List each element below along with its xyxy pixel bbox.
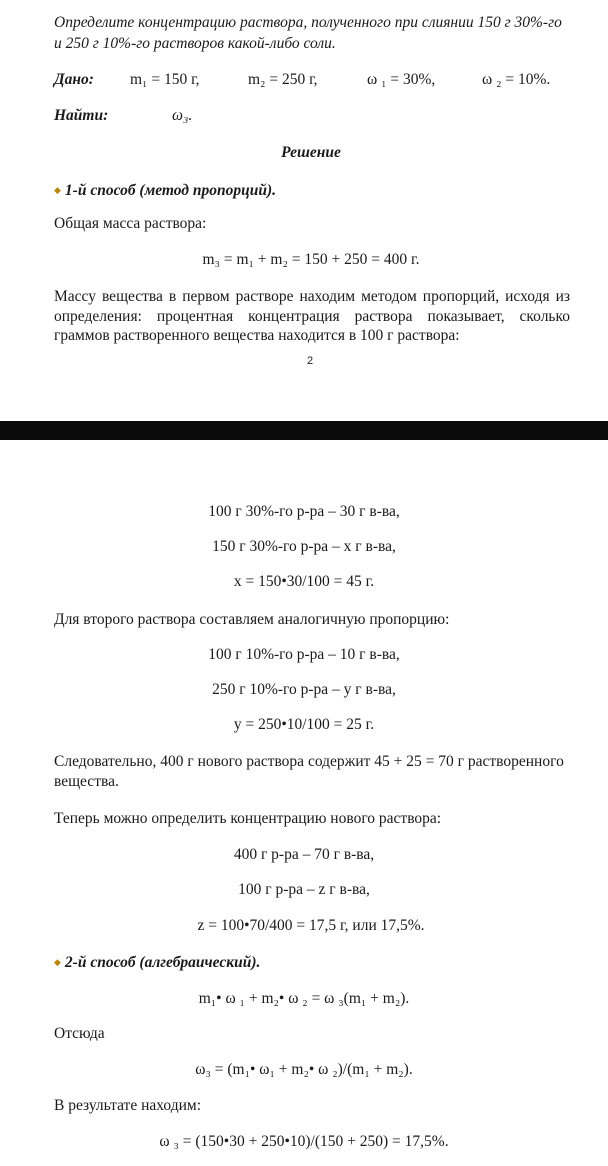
method-1-heading-text: 1-й способ (метод пропорций). [64, 182, 276, 199]
proportion-2-line-1: 100 г 10%-го р-ра – 10 г в-ва, [208, 646, 400, 663]
find-label: Найти: [54, 107, 109, 124]
now-text: Теперь можно определить концентрацию нового раствора: [54, 810, 442, 827]
proportion-1-result: x = 150•30/100 = 45 г. [233, 573, 375, 590]
result-label: В результате находим: [54, 1097, 202, 1114]
total-mass-label: Общая масса раствора: [54, 215, 207, 232]
method-paragraph-line-3: граммов растворенного вещества находится в 100 г раствора: [54, 327, 460, 344]
problem-statement-line-1: Определите концентрацию раствора, полученного при слиянии 150 г 30%-го [54, 14, 562, 31]
diamond-bullet-icon: ◆ [54, 185, 61, 195]
proportion-2-line-2: 250 г 10%-го р-ра – y г в-ва, [212, 681, 396, 698]
proportion-3-result: z = 100•70/400 = 17,5 г, или 17,5%. [197, 917, 425, 934]
given-m2: m₂ = 250 г, [248, 71, 318, 88]
proportion-2-result: y = 250•10/100 = 25 г. [233, 716, 375, 733]
algebra-formula: m₁• ω ₁ + m₂• ω ₂ = ω ₃(m₁ + m₂). [198, 990, 410, 1007]
therefore-line-2: вещества. [54, 773, 119, 790]
proportion-3-line-2: 100 г р-ра – z г в-ва, [238, 881, 370, 898]
proportion-1-line-1: 100 г 30%-го р-ра – 30 г в-ва, [208, 503, 400, 520]
solution-heading: Решение [281, 144, 341, 161]
proportion-3-line-1: 400 г р-ра – 70 г в-ва, [233, 846, 375, 863]
second-solution-text: Для второго раствора составляем аналогичную пропорцию: [54, 611, 450, 628]
omega3-formula: ω₃ = (m₁• ω₁ + m₂• ω ₂)/(m₁ + m₂). [195, 1061, 413, 1078]
page-number: 2 [307, 355, 314, 367]
given-label: Дано: [54, 71, 94, 88]
final-formula: ω ₃ = (150•30 + 250•10)/(150 + 250) = 17,5%. [159, 1133, 449, 1150]
method-paragraph-line-1: Массу вещества в первом растворе находим методом пропорций, исходя из [54, 288, 570, 305]
therefore-line-1: Следовательно, 400 г нового раствора содержит 45 + 25 = 70 г растворенного [54, 753, 564, 770]
page-divider [0, 421, 608, 440]
total-mass-formula: m₃ = m₁ + m₂ = 150 + 250 = 400 г. [202, 251, 420, 268]
hence-label: Отсюда [54, 1025, 105, 1042]
problem-statement-line-2: и 250 г 10%-го растворов какой-либо соли. [54, 35, 336, 52]
find-value: ω₃. [172, 107, 193, 124]
given-omega2: ω ₂ = 10%. [482, 71, 551, 88]
diamond-bullet-icon: ◆ [54, 957, 61, 967]
method-2-heading [54, 954, 260, 972]
given-omega1: ω ₁ = 30%, [367, 71, 436, 88]
given-m1: m₁ = 150 г, [130, 71, 200, 88]
proportion-1-line-2: 150 г 30%-го р-ра – x г в-ва, [212, 538, 396, 555]
method-2-heading-text: 2-й способ (алгебраический). [64, 954, 261, 971]
method-1-heading [54, 182, 276, 200]
method-paragraph-line-2: определения: процентная концентрация раствора показывает, сколько [54, 308, 570, 325]
